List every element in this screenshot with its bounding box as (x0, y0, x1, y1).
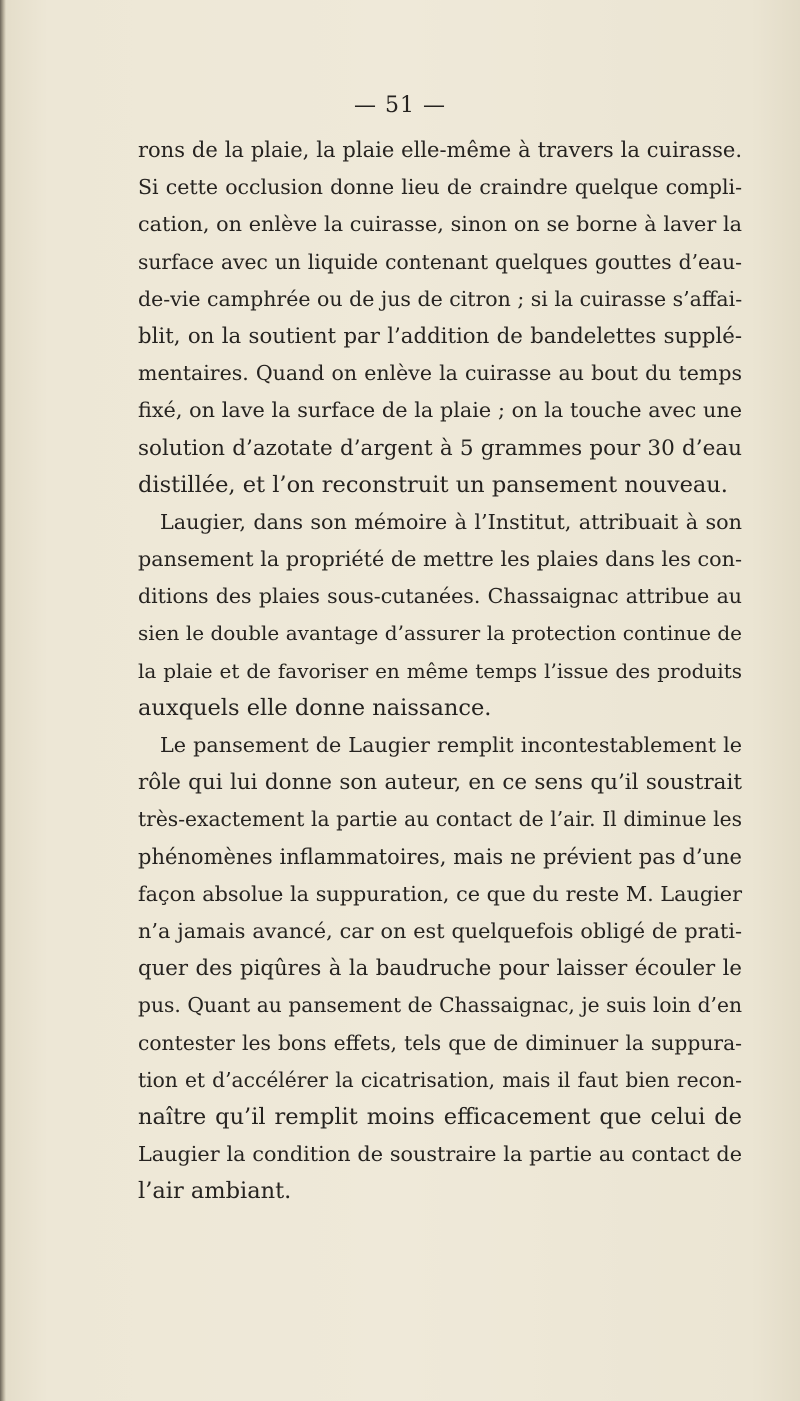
text-line: Laugier la condition de soustraire la partie au contact de (138, 1142, 742, 1167)
text-line: distillée, et l’on reconstruit un pansement nouveau. (138, 471, 728, 498)
text-line: rons de la plaie, la plaie elle-même à travers la cuirasse. (138, 138, 742, 162)
text-line: pansement la propriété de mettre les plaies dans les con- (138, 547, 742, 572)
text-line: ditions des plaies sous-cutanées. Chassaignac attribue au (138, 584, 742, 609)
text-line: cation, on enlève la cuirasse, sinon on se borne à laver la (138, 212, 742, 237)
text-line: façon absolue la suppuration, ce que du reste M. Laugier (138, 881, 742, 906)
page-number: — 51 — (354, 93, 446, 118)
text-line: sien le double avantage d’assurer la protection continue de (138, 621, 742, 646)
text-line: Si cette occlusion donne lieu de craindre quelque compli- (138, 175, 742, 200)
text-line: très-exactement la partie au contact de l’air. Il diminue les (138, 807, 742, 832)
text-line: pus. Quant au pansement de Chassaignac, je suis loin d’en (138, 993, 742, 1018)
text-line: Laugier, dans son mémoire à l’Institut, attribuait à son (160, 509, 742, 534)
text-line: phénomènes inflammatoires, mais ne prévient pas d’une (138, 844, 742, 869)
text-line: naître qu’il remplit moins efficacement que celui de (138, 1103, 742, 1130)
text-line: fixé, on lave la surface de la plaie ; on la touche avec une (138, 398, 742, 423)
page-left-edge (0, 0, 6, 1401)
body-text (138, 132, 742, 1210)
text-line: auxquels elle donne naissance. (138, 694, 492, 721)
text-line: rôle qui lui donne son auteur, en ce sens qu’il soustrait (138, 770, 742, 796)
text-line: surface avec un liquide contenant quelques gouttes d’eau- (138, 249, 742, 274)
text-line: quer des piqûres à la baudruche pour laisser écouler le (138, 956, 742, 982)
text-line: Le pansement de Laugier remplit incontestablement le (160, 733, 742, 757)
text-line: solution d’azotate d’argent à 5 grammes pour 30 d’eau (138, 435, 742, 461)
text-line: n’a jamais avancé, car on est quelquefois obligé de prati- (138, 918, 742, 943)
text-line: l’air ambiant. (138, 1178, 292, 1205)
text-line: la plaie et de favoriser en même temps l’issue des produits (138, 658, 742, 683)
text-line: tion et d’accélérer la cicatrisation, mais il faut bien recon- (138, 1067, 742, 1092)
text-line: mentaires. Quand on enlève la cuirasse au bout du temps (138, 361, 742, 386)
text-line: contester les bons effets, tels que de diminuer la suppura- (138, 1030, 742, 1055)
text-line: blit, on la soutient par l’addition de bandelettes supplé- (138, 323, 742, 349)
text-line: de-vie camphrée ou de jus de citron ; si la cuirasse s’affai- (138, 286, 743, 311)
